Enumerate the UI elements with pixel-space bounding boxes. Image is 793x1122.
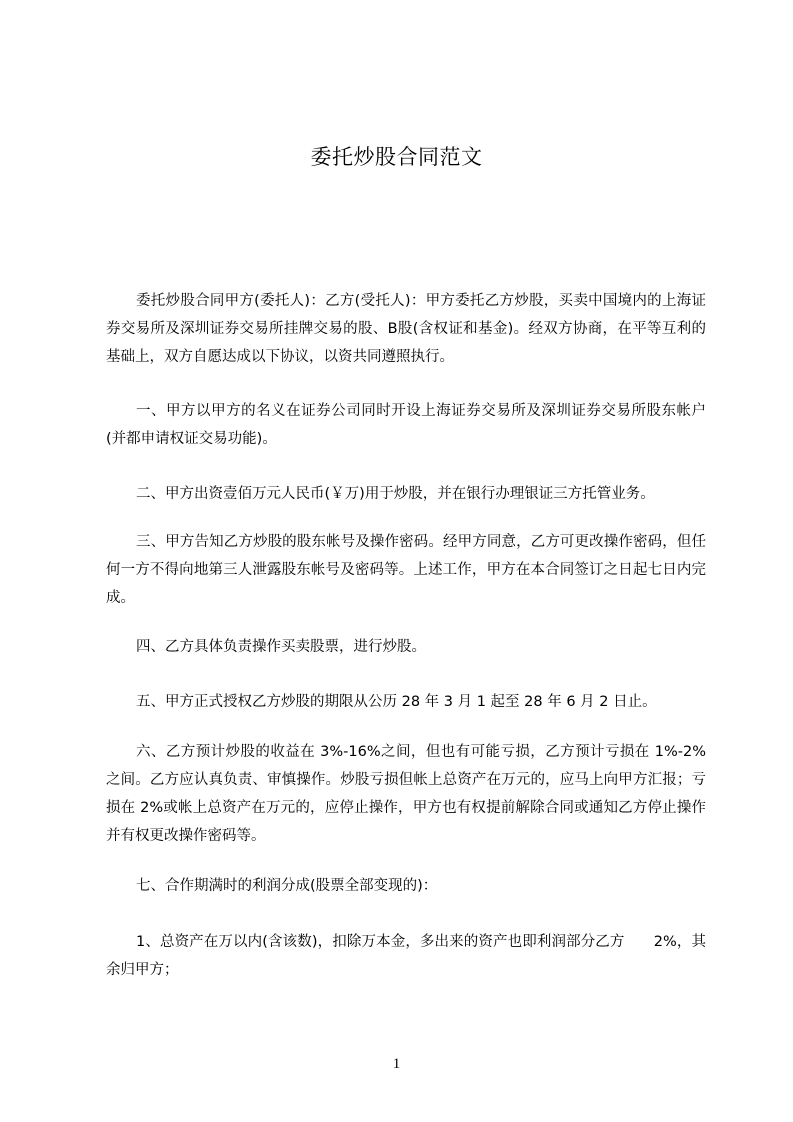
clause-7-item-1: 1、总资产在万以内(含该数)，扣除万本金，多出来的资产也即利润部分乙方 2%，其余归甲方；: [106, 934, 706, 978]
clause-7: 七、合作期满时的利润分成(股票全部变现的)：: [136, 878, 438, 894]
clause-5: 五、甲方正式授权乙方炒股的期限从公历 28 年 3 月 1 起至 28 年 6 月 2 日止。: [136, 694, 657, 710]
clause-4: 四、乙方具体负责操作买卖股票，进行炒股。: [136, 639, 426, 655]
clause-1: 一、甲方以甲方的名义在证券公司同时开设上海证券交易所及深圳证券交易所股东帐户(并都申请权证交易功能)。: [106, 403, 706, 447]
clause-3: 三、甲方告知乙方炒股的股东帐号及操作密码。经甲方同意，乙方可更改操作密码，但任何一方不得向地第三人泄露股东帐号及密码等。上述工作，甲方在本合同签订之日起七日内完成。: [106, 534, 706, 606]
clause-2: 二、甲方出资壹佰万元人民币(￥万)用于炒股，并在银行办理银证三方托管业务。: [136, 486, 655, 502]
document-title: 委托炒股合同范文: [310, 145, 483, 169]
clause-6: 六、乙方预计炒股的收益在 3%-16%之间，但也有可能亏损，乙方预计亏损在 1%-2%之间。乙方应认真负责、审慎操作。炒股亏损但帐上总资产在万元的，应马上向甲方汇报；亏损在 2%或帐上总资产在万元的，应停止操作，甲方也有权提前解除合同或通知乙方停止操作并有权更改操作密码等。: [106, 744, 706, 844]
page-number: 1: [392, 1056, 401, 1072]
intro-paragraph: 委托炒股合同甲方(委托人)：乙方(受托人)：甲方委托乙方炒股，买卖中国境内的上海证券交易所及深圳证券交易所挂牌交易的股、B股(含权证和基金)。经双方协商，在平等互利的基础上，双方自愿达成以下协议，以资共同遵照执行。: [106, 293, 706, 365]
